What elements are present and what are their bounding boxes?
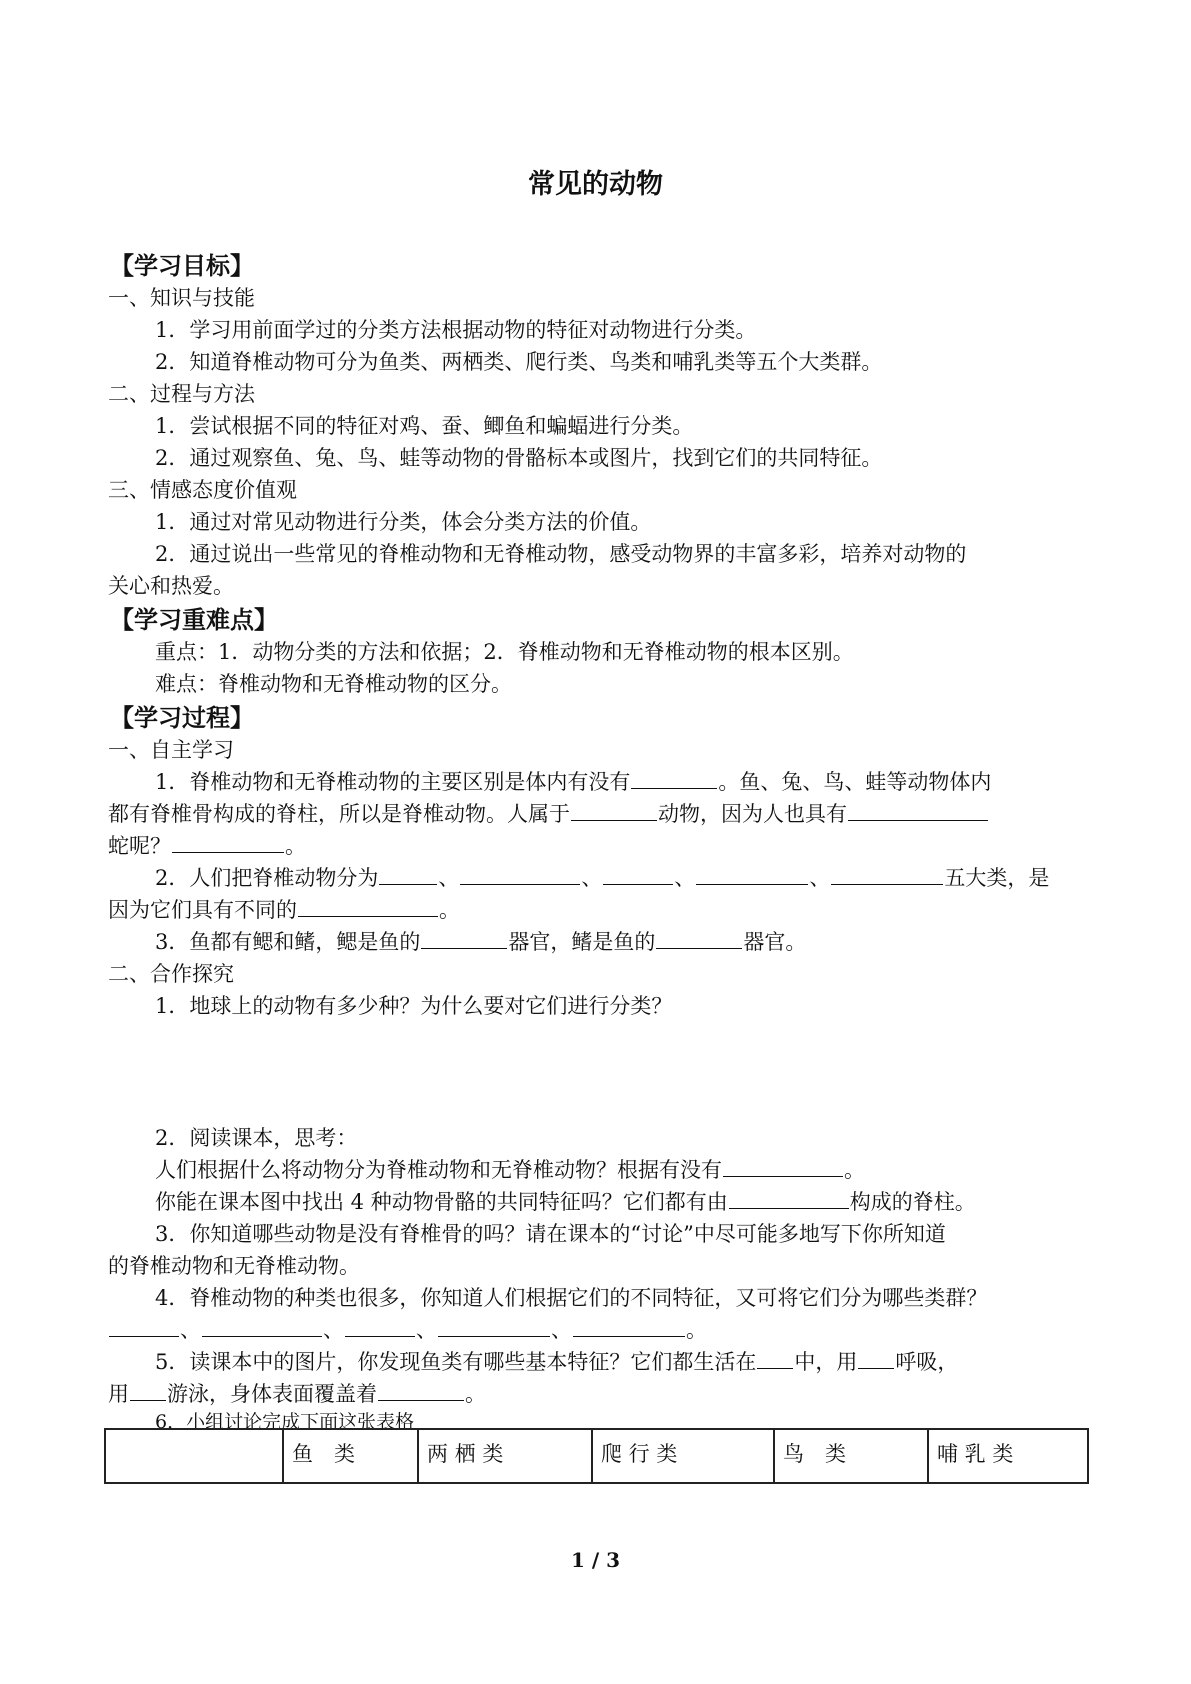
answer-blank[interactable]	[379, 862, 437, 885]
coop-question-1: 1．地球上的动物有多少种？为什么要对它们进行分类？	[155, 994, 673, 1018]
coop-question-5b: 用 游泳，身体表面覆盖着 。	[108, 1378, 1088, 1410]
knowledge-item-2: 2．知道脊椎动物可分为鱼类、两栖类、爬行类、鸟类和哺乳类等五个大类群。	[155, 350, 883, 374]
answer-blank[interactable]	[130, 1378, 166, 1401]
question-1-line-b: 都有脊椎骨构成的脊柱，所以是脊椎动物。人属于 动物，因为人也具有	[108, 798, 1088, 830]
answer-blank[interactable]	[631, 766, 717, 789]
table-header-cell: 鸟 类	[774, 1429, 928, 1483]
answer-blank[interactable]	[848, 798, 988, 821]
emotion-item-2a: 2．通过说出一些常见的脊椎动物和无脊椎动物，感受动物界的丰富多彩，培养对动物的	[155, 542, 967, 566]
answer-blank[interactable]	[656, 926, 742, 949]
question-3: 3．鱼都有鳃和鳍，鳃是鱼的 器官，鳍是鱼的 器官。	[155, 926, 1135, 958]
coop-question-2: 2．阅读课本，思考：	[155, 1126, 358, 1150]
table-header-cell: 哺 乳 类	[928, 1429, 1088, 1483]
emotion-item-2b: 关心和热爱。	[108, 574, 234, 598]
coop-question-5a: 5．读课本中的图片，你发现鱼类有哪些基本特征？它们都生活在 中，用 呼吸，	[155, 1346, 1135, 1378]
answer-blank[interactable]	[345, 1314, 415, 1337]
table-header-cell: 两 栖 类	[418, 1429, 592, 1483]
coop-question-2b: 你能在课本图中找出 4 种动物骨骼的共同特征吗？它们都有由 构成的脊柱。	[155, 1186, 1135, 1218]
answer-blank[interactable]	[573, 1314, 685, 1337]
answer-blank[interactable]	[460, 862, 580, 885]
answer-blank[interactable]	[438, 1314, 550, 1337]
answer-blank[interactable]	[858, 1346, 894, 1369]
question-2-line-b: 因为它们具有不同的 。	[108, 894, 1088, 926]
table-header-cell: 鱼 类	[283, 1429, 418, 1483]
keypoints-heading: 【学习重难点】	[110, 606, 278, 634]
table-header-row	[105, 1429, 1088, 1483]
emotion-item-1: 1．通过对常见动物进行分类，体会分类方法的价值。	[155, 510, 652, 534]
answer-blank[interactable]	[172, 830, 284, 853]
answer-blank[interactable]	[831, 862, 943, 885]
process-method-heading: 二、过程与方法	[108, 382, 255, 406]
coop-question-2a: 人们根据什么将动物分为脊椎动物和无脊椎动物？根据有没有 。	[155, 1154, 1135, 1186]
answer-blank[interactable]	[603, 862, 673, 885]
animal-classification-table	[104, 1428, 1089, 1484]
process-item-2: 2．通过观察鱼、兔、鸟、蛙等动物的骨骼标本或图片，找到它们的共同特征。	[155, 446, 883, 470]
self-study-heading: 一、自主学习	[108, 738, 234, 762]
question-1-line-c: 蛇呢？ 。	[108, 830, 1088, 862]
page-title: 常见的动物	[528, 169, 663, 200]
coop-question-6: 6．小组讨论完成下面这张表格	[155, 1411, 415, 1433]
table-header-cell: 爬 行 类	[592, 1429, 774, 1483]
coop-question-4a: 4．脊椎动物的种类也很多，你知道人们根据它们的不同特征，又可将它们分为哪些类群？	[155, 1286, 988, 1310]
table-header-cell[interactable]	[105, 1429, 283, 1483]
answer-blank[interactable]	[757, 1346, 793, 1369]
answer-blank[interactable]	[696, 862, 808, 885]
answer-blank[interactable]	[571, 798, 657, 821]
answer-blank[interactable]	[729, 1186, 849, 1209]
knowledge-item-1: 1．学习用前面学过的分类方法根据动物的特征对动物进行分类。	[155, 318, 757, 342]
coop-question-4b: 、 、 、 、 。	[108, 1314, 1088, 1346]
answer-blank[interactable]	[421, 926, 507, 949]
answer-blank[interactable]	[109, 1314, 179, 1337]
difficult-point: 难点：脊椎动物和无脊椎动物的区分。	[155, 672, 512, 696]
knowledge-heading: 一、知识与技能	[108, 286, 255, 310]
question-2-line-a: 2．人们把脊椎动物分为 、 、 、 、 五大类，是	[155, 862, 1135, 894]
coop-question-3a: 3．你知道哪些动物是没有脊椎骨的吗？请在课本的“讨论”中尽可能多地写下你所知道	[155, 1222, 946, 1246]
goals-heading: 【学习目标】	[110, 252, 254, 280]
coop-question-3b: 的脊椎动物和无脊椎动物。	[108, 1254, 360, 1278]
answer-blank[interactable]	[202, 1314, 322, 1337]
process-item-1: 1．尝试根据不同的特征对鸡、蚕、鲫鱼和蝙蝠进行分类。	[155, 414, 694, 438]
process-heading: 【学习过程】	[110, 704, 254, 732]
answer-blank[interactable]	[298, 894, 438, 917]
emotion-heading: 三、情感态度价值观	[108, 478, 297, 502]
key-point: 重点：1．动物分类的方法和依据；2．脊椎动物和无脊椎动物的根本区别。	[155, 640, 854, 664]
cooperation-heading: 二、合作探究	[108, 962, 234, 986]
page-number: 1 / 3	[570, 1548, 621, 1572]
question-1-line-a: 1．脊椎动物和无脊椎动物的主要区别是体内有没有 。鱼、兔、鸟、蛙等动物体内	[155, 766, 1135, 798]
answer-blank[interactable]	[723, 1154, 843, 1177]
answer-blank[interactable]	[378, 1378, 464, 1401]
